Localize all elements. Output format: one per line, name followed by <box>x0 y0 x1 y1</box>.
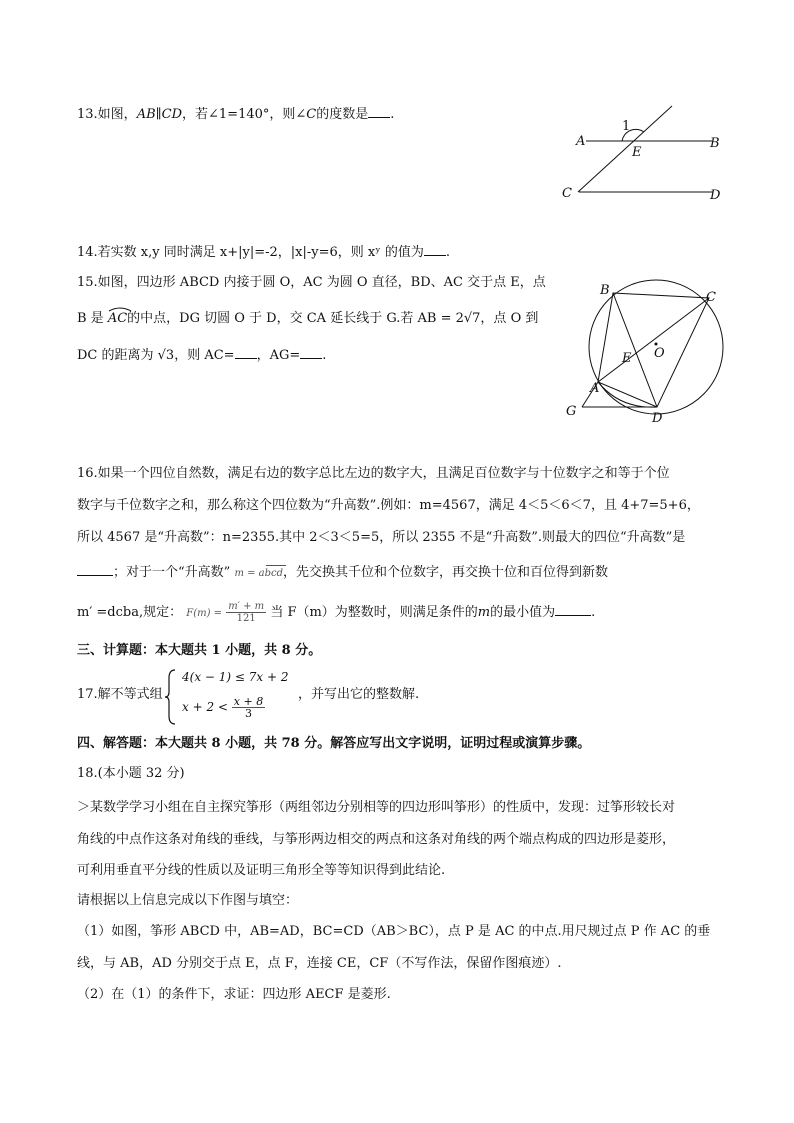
q16-min: 的最小值为 <box>490 605 556 620</box>
frac-den: 3 <box>245 707 252 720</box>
q16-swap: ，先交换其千位和个位数字，再交换十位和百位得到新数 <box>283 565 609 580</box>
q16-m: m <box>477 605 491 620</box>
q13-figure <box>556 100 736 210</box>
q17-tail: ，并写出它的整数解. <box>298 687 420 702</box>
label-b: B <box>600 283 610 298</box>
fraction <box>226 601 266 624</box>
answer-blank <box>424 243 446 256</box>
q13-text <box>77 105 394 124</box>
q18-head: 18.(本小题 32 分) <box>77 766 185 781</box>
answer-blank <box>368 105 390 118</box>
q14-body: 14.若实数 x,y 同时满足 x+|y|=-2，|x|-y=6，则 xʸ 的值为 <box>77 245 424 260</box>
frac-den: 121 <box>236 613 256 624</box>
inequality-1: 4(x − 1) ≤ 7x + 2 <box>182 670 289 684</box>
q13-angle-c: C <box>306 107 317 122</box>
q13-ask: 的度数是 <box>316 107 369 122</box>
q13-lead: 13.如图， <box>77 107 137 122</box>
brace-icon <box>163 668 177 726</box>
answer-blank <box>300 346 322 359</box>
q14-text <box>77 243 450 262</box>
q18-p4: 请根据以上信息完成以下作图与填空： <box>77 893 299 908</box>
math-m-abcd <box>234 568 283 579</box>
arc-ac <box>108 310 127 328</box>
q15-line2 <box>77 310 538 328</box>
q15-ag: ，AG= <box>256 348 301 363</box>
section3-title: 三、计算题：本大题共 1 小题，共 8 分。 <box>77 643 322 658</box>
label-a: A <box>576 134 586 149</box>
ineq2-left: x + 2 < <box>182 700 228 714</box>
q15-period: . <box>322 348 327 363</box>
answer-blank <box>77 563 113 576</box>
label-c: C <box>562 186 572 201</box>
q16-define: m′ =dcba,规定： <box>77 605 183 620</box>
q18-p7: （2）在（1）的条件下，求证：四边形 AECF 是菱形. <box>77 987 391 1002</box>
frac-num: x + 8 <box>233 695 264 708</box>
q14-period: . <box>445 245 450 260</box>
label-angle-1: 1 <box>622 119 631 134</box>
label-g: G <box>566 404 577 419</box>
q15-line1: 15.如图，四边形 ABCD 内接于圆 O，AC 为圆 O 直径，BD、AC 交于点 E，点 <box>77 275 546 290</box>
answer-blank <box>235 346 257 359</box>
fraction <box>232 696 265 719</box>
q13-parallel: AB∥CD <box>136 107 183 122</box>
label-c: C <box>706 290 716 305</box>
arc-icon <box>108 306 132 312</box>
section4-title: 四、解答题：本大题共 8 小题，共 78 分。解答应写出文字说明，证明过程或演算步骤。 <box>77 736 591 751</box>
answer-blank <box>555 603 591 616</box>
math-m-abcd-text: m = abcd <box>234 568 284 579</box>
q16-line3: 所以 4567 是“升高数”：n=2355.其中 2＜3＜5=5，所以 2355 不是“升高数”.则最大的四位“升高数”是 <box>77 530 686 545</box>
f-of-m: F(m) = <box>186 608 223 619</box>
q18-p6: 线，与 AB，AD 分别交于点 E，点 F，连接 CE，CF（不写作法，保留作图痕迹）. <box>77 956 562 971</box>
q15-line2-rest: 的中点，DG 切圆 O 于 D，交 CA 延长线于 G.若 AB = 2√7，点 O 到 <box>127 311 539 326</box>
q15-line3 <box>77 346 326 365</box>
q16-line4 <box>77 563 608 583</box>
q15-b-is: B 是 <box>77 311 104 326</box>
label-e: E <box>622 351 632 366</box>
diameter-ac <box>598 298 709 382</box>
q17-lead: 17.解不等式组 <box>77 687 163 702</box>
label-o: O <box>654 346 665 361</box>
q18-p2: 角线的中点作这条对角线的垂线，与筝形两边相交的两点和这条对角线的两个端点构成的四边形是菱形， <box>77 832 676 847</box>
overline <box>266 565 286 566</box>
arc-label: AC <box>107 311 128 326</box>
frac-num: m′ + m <box>228 601 265 612</box>
label-b: B <box>710 136 720 151</box>
q16-for: ；对于一个“升高数” <box>113 565 231 580</box>
q16-when: 当 F（m）为整数时，则满足条件的 <box>270 605 478 620</box>
q18-p1: ＞某数学学习小组在自主探究筝形（两组邻边分别相等的四边形叫筝形）的性质中，发现：过筝形较长对 <box>77 800 676 815</box>
q15-figure <box>560 276 740 426</box>
q18-p3: 可利用垂直平分线的性质以及证明三角形全等等知识得到此结论. <box>77 863 446 878</box>
q16-period: . <box>591 605 596 620</box>
q13-condition: ，若∠1=140°，则∠ <box>182 107 307 122</box>
label-e: E <box>632 145 642 160</box>
label-d: D <box>710 188 721 203</box>
q13-period: . <box>390 107 395 122</box>
inequality-2 <box>182 696 265 719</box>
q16-line1: 16.如果一个四位自然数，满足右边的数字总比左边的数字大，且满足百位数字与十位数字之和等于个位 <box>77 466 670 481</box>
q16-line2: 数字与千位数字之和，那么称这个四位数为“升高数”.例如：m=4567，满足 4＜5＜6＜7，且 4+7=5+6， <box>77 498 700 513</box>
q18-p5: （1）如图，筝形 ABCD 中，AB=AD，BC=CD（AB＞BC），点 P 是 AC 的中点.用尺规过点 P 作 AC 的垂 <box>77 924 711 939</box>
q15-ac: DC 的距离为 √3，则 AC= <box>77 348 235 363</box>
diagonal-bd <box>613 293 657 407</box>
label-a: A <box>590 381 600 396</box>
label-d: D <box>652 411 663 426</box>
q16-line5 <box>77 600 595 627</box>
